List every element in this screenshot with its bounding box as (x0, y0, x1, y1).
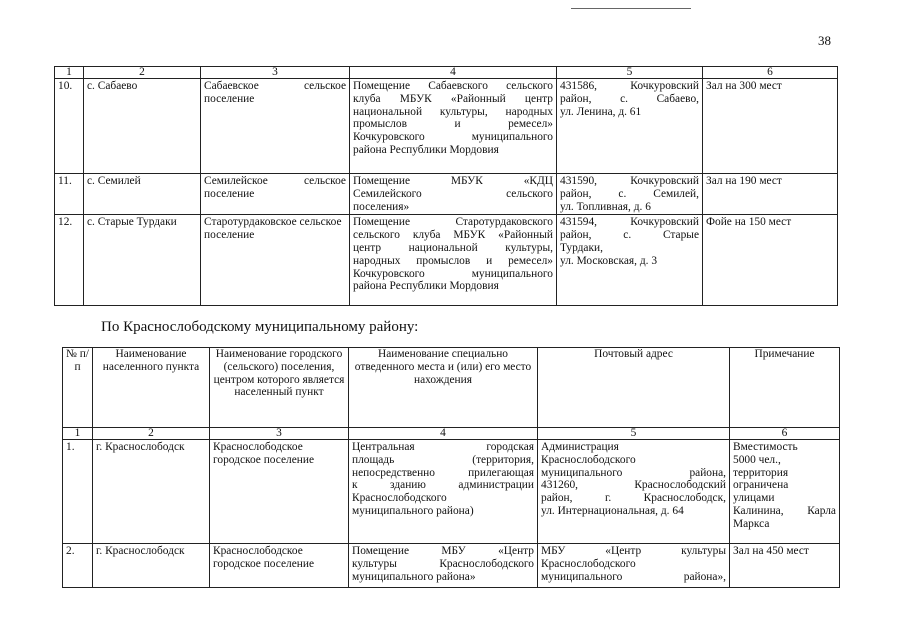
col-number: 3 (201, 67, 350, 79)
address-line: ул. Интернациональная, д. 64 (541, 504, 684, 517)
venue-line: муниципального района» (352, 570, 476, 583)
address-line: район, с. Старые (560, 229, 699, 242)
col-number: 1 (55, 67, 84, 79)
note-cell: Зал на 300 мест (703, 79, 838, 174)
table-row (63, 440, 840, 544)
settlement-name: с. Семилей (84, 174, 201, 215)
municipality-name: Сабаевское сельское поселение (201, 79, 350, 174)
address-line: Краснослободского (541, 453, 636, 466)
venue-line: Кочкуровского муниципального (353, 267, 553, 280)
venue-line: непосредственно прилегающая (352, 466, 534, 479)
address-line: 431594, Кочкуровский (560, 216, 699, 229)
row-number: 10. (55, 79, 84, 174)
table-row (55, 215, 838, 306)
address-line: ул. Топливная, д. 6 (560, 200, 651, 213)
address-cell (557, 174, 703, 215)
col-number: 6 (703, 67, 838, 79)
venue-cell (350, 174, 557, 215)
venue-cell (349, 440, 538, 544)
venue-line: площадь (территория, (352, 453, 534, 466)
col-number: 4 (349, 428, 538, 440)
note-line: улицами (733, 492, 775, 505)
address-line: Турдаки, (560, 241, 603, 254)
venue-line: к зданию администрации (352, 479, 534, 492)
table-row (55, 174, 838, 215)
col-number: 1 (63, 428, 93, 440)
address-line: МБУ «Центр культуры (541, 545, 726, 557)
col-number: 2 (93, 428, 210, 440)
venue-line: муниципального района) (352, 504, 474, 517)
address-line: 431586, Кочкуровский (560, 80, 699, 92)
header-address: Почтовый адрес (538, 348, 730, 428)
section-heading: По Краснослободскому муниципальному району: (101, 319, 419, 335)
venue-line: Помещение Старотурдаковского (353, 216, 553, 229)
col-number: 4 (350, 67, 557, 79)
venue-line: центр национальной культуры, (353, 241, 553, 254)
note-line: территория (733, 466, 789, 479)
note-line: 5000 чел., (733, 453, 781, 466)
municipality-name: Семилейское сельское поселение (201, 174, 350, 215)
venue-line: культуры Краснослободского (352, 557, 534, 570)
table-row (55, 79, 838, 174)
address-line: Краснослободского (541, 557, 636, 570)
column-number-row (63, 428, 840, 440)
municipality-name: Краснослободское городское поселение (210, 544, 349, 588)
address-line: ул. Ленина, д. 61 (560, 105, 642, 118)
municipality-name: Краснослободское городское поселение (210, 440, 349, 544)
col-number: 6 (730, 428, 840, 440)
address-line: 431260, Краснослободский (541, 479, 726, 492)
top-rule (571, 8, 691, 9)
col-number: 5 (538, 428, 730, 440)
note-line: Вместимость (733, 441, 798, 453)
settlement-name: с. Старые Турдаки (84, 215, 201, 306)
note-line: Маркса (733, 517, 770, 530)
venue-line: национальной культуры, народных (353, 105, 553, 118)
note-cell (730, 440, 840, 544)
venue-line: Кочкуровского муниципального (353, 131, 553, 144)
municipality-name: Старотурдаковское сельское поселение (201, 215, 350, 306)
address-line: муниципального района, (541, 466, 726, 479)
address-line: район, с. Сабаево, (560, 92, 699, 105)
note-cell: Фойе на 150 мест (703, 215, 838, 306)
address-line: ул. Московская, д. 3 (560, 254, 658, 267)
address-cell (538, 440, 730, 544)
venue-line: Центральная городская (352, 441, 534, 453)
venue-line: сельского клуба МБУК «Районный (353, 229, 553, 242)
address-cell (557, 215, 703, 306)
note-cell (730, 544, 840, 588)
table-kochkurovsky (54, 66, 838, 306)
venue-line: Помещение МБУ «Центр (352, 545, 534, 557)
address-line: Администрация (541, 441, 619, 453)
col-number: 5 (557, 67, 703, 79)
address-cell (538, 544, 730, 588)
row-number: 12. (55, 215, 84, 306)
row-number: 2. (63, 544, 93, 588)
note-line: ограничена (733, 479, 789, 492)
note-line: Калинина, Карла (733, 504, 836, 517)
table-krasnoslobodsky (62, 347, 840, 588)
settlement-name: г. Краснослободск (93, 440, 210, 544)
address-cell (557, 79, 703, 174)
header-row (63, 348, 840, 428)
venue-line: промыслов и ремесел» (353, 118, 553, 131)
column-number-row (55, 67, 838, 79)
header-number: № п/п (63, 348, 93, 428)
address-line: район, г. Краснослободск, (541, 492, 726, 505)
address-line: район, с. Семилей, (560, 187, 699, 200)
col-number: 3 (210, 428, 349, 440)
venue-line: района Республики Мордовия (353, 280, 499, 293)
venue-line: народных промыслов и ремесел» (353, 254, 553, 267)
header-note: Примечание (730, 348, 840, 428)
venue-line: поселения» (353, 200, 410, 213)
venue-line: клуба МБУК «Районный центр (353, 92, 553, 105)
note-line: Зал на 450 мест (733, 545, 809, 557)
note-cell: Зал на 190 мест (703, 174, 838, 215)
venue-line: Краснослободского (352, 492, 447, 505)
venue-line: района Республики Мордовия (353, 143, 499, 156)
venue-line: Помещение Сабаевского сельского (353, 80, 553, 92)
row-number: 1. (63, 440, 93, 544)
header-municipality: Наименование городского (сельского) поселения, центром которого является населенный пункт (210, 348, 349, 428)
col-number: 2 (84, 67, 201, 79)
venue-cell (350, 215, 557, 306)
address-line: муниципального района», (541, 570, 726, 583)
row-number: 11. (55, 174, 84, 215)
venue-line: Помещение МБУК «КДЦ (353, 175, 553, 187)
table-row (63, 544, 840, 588)
settlement-name: с. Сабаево (84, 79, 201, 174)
venue-cell (350, 79, 557, 174)
settlement-name: г. Краснослободск (93, 544, 210, 588)
header-venue: Наименование специально отведенного места и (или) его место нахождения (349, 348, 538, 428)
address-line: 431590, Кочкуровский (560, 175, 699, 187)
venue-cell (349, 544, 538, 588)
page-number: 38 (818, 33, 831, 48)
header-settlement: Наименование населенного пункта (93, 348, 210, 428)
venue-line: Семилейского сельского (353, 187, 553, 200)
